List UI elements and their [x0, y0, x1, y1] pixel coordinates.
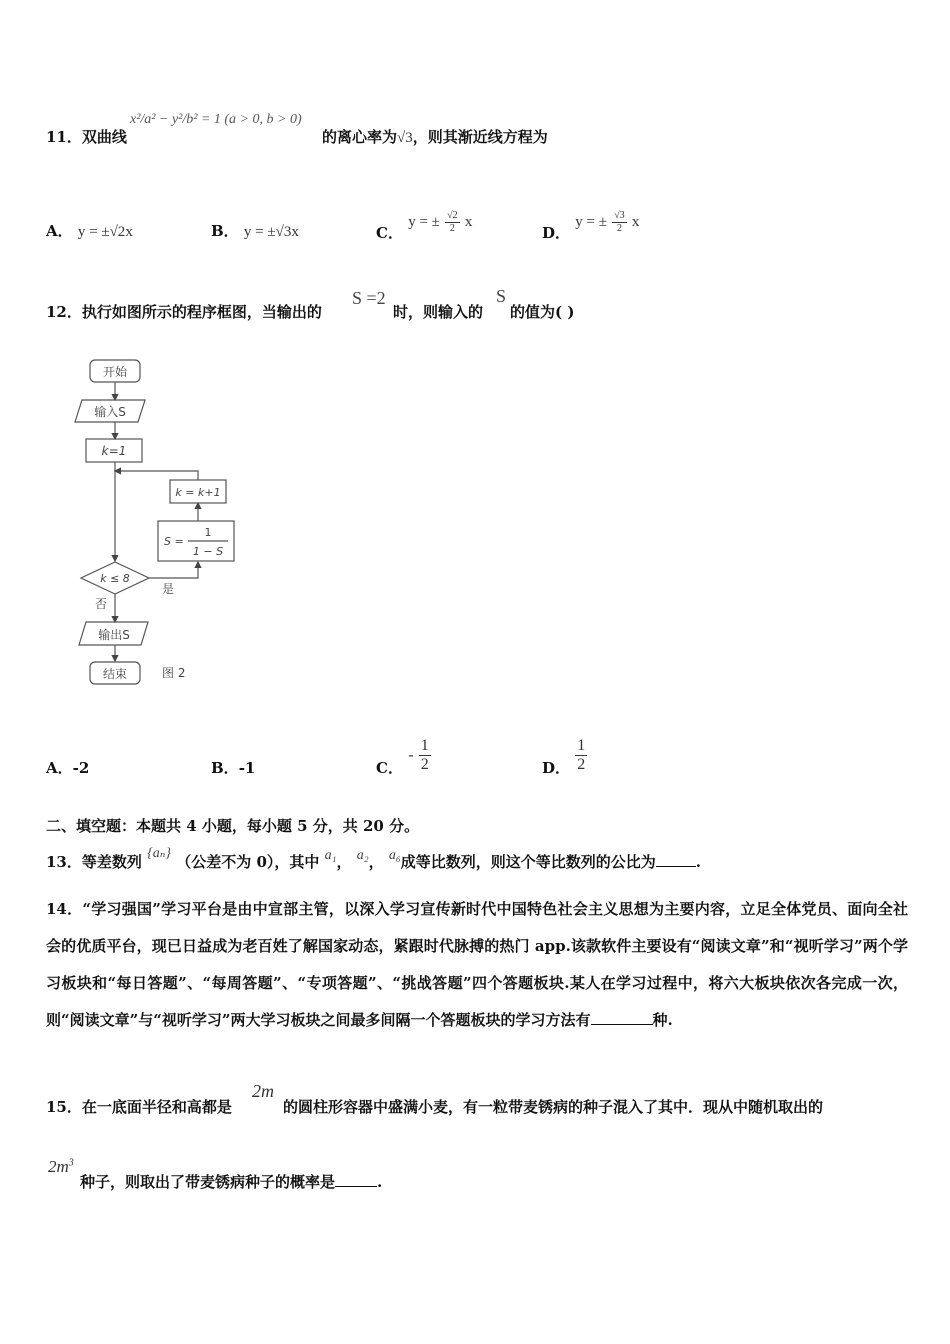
q11-tail: 的离心率为√3，则其渐近线方程为 — [322, 128, 548, 146]
q11-ecc: √3 — [397, 130, 413, 146]
q13-line: 13．等差数列 {aₙ} （公差不为 0），其中 a₁， a₂， a₆成等比数列，则这个等比数列的公比为 . — [46, 846, 702, 871]
q12-option-d: D． $\frac{1}{2}$ — [542, 737, 586, 777]
flowchart-input-label: 输入S — [94, 405, 126, 419]
q12-option-c: C． - $\frac{1}{2}$ — [376, 737, 429, 777]
q14-answer-blank — [591, 1010, 653, 1025]
flowchart-start-label: 开始 — [102, 365, 128, 379]
q13-answer-blank — [656, 852, 696, 867]
q15-volume: $2m^3$ — [48, 1157, 74, 1176]
q14-paragraph: 14．“学习强国”学习平台是由中宣部主管，以深入学习宣传新时代中国特色社会主义思想为主要内容，立足全体党员、面向全社会的优质平台，现已日益成为老百姓了解国家动态，紧跟时代脉搏的热门 app.该款软件主要设有“阅读文章”和“视听学习”两个学习板块和“每日答题”、“每周答题”、“专项答题”、“挑战答题”四个答题板块.某人在学习过程中，将六大板块依次各完成一次，则“阅读文章”与“视听学习”两大学习板块之间最多间隔一个答题板块的学习方法有 种. — [46, 900, 908, 1029]
flowchart-end-label: 结束 — [102, 667, 128, 681]
flowchart-condition-label: k ≤ 8 — [100, 572, 130, 585]
q12-tail: 的值为( ) — [510, 303, 575, 321]
flowchart-output-label: 输出S — [98, 628, 130, 642]
q12-var: S — [496, 286, 507, 306]
q12-option-b: B．-1 — [211, 759, 256, 777]
q11-line — [46, 126, 127, 147]
q11-option-d-fraction: $\frac{√3}{2}$ — [614, 210, 625, 234]
flowchart-no-label: 否 — [95, 597, 108, 611]
q11-option-c: C． y = ± $\frac{√2}{2}$ x — [376, 210, 473, 242]
q13-a1: a₁ — [324, 848, 337, 863]
q12-option-c-fraction: $\frac{1}{2}$ — [420, 737, 429, 773]
q12-cond: S =2 — [352, 288, 386, 308]
q11-option-a: A． y = ±√2x — [46, 222, 133, 240]
q15-line-1: 15．在一底面半径和高都是 — [46, 1098, 232, 1116]
flowchart-update-s-num: 1 — [204, 526, 212, 539]
q15-answer-blank — [335, 1172, 377, 1187]
q13-seq: {aₙ} — [147, 846, 171, 861]
q11-option-d: D． y = ± $\frac{√3}{2}$ x — [542, 210, 640, 242]
q11-option-b: B． y = ±√3x — [211, 222, 299, 240]
q12-line: 12．执行如图所示的程序框图，当输出的 — [46, 303, 322, 321]
q11-formula: x²/a² − y²/b² = 1 (a > 0, b > 0) — [130, 112, 302, 127]
q12-option-a: A．-2 — [46, 759, 90, 777]
q11-lead: 双曲线 — [81, 128, 127, 146]
flowchart-yes-label: 是 — [162, 582, 175, 596]
flowchart-update-k-label: k = k+1 — [175, 486, 221, 499]
flowchart — [70, 350, 270, 700]
flowchart-update-s-den: 1 − S — [192, 545, 224, 558]
q11-number: 11． — [46, 128, 82, 146]
flowchart-init-label: k=1 — [101, 444, 127, 458]
q12-option-d-fraction: $\frac{1}{2}$ — [577, 737, 586, 773]
q15-dim: 2m — [252, 1081, 274, 1101]
q13-a2: a₂ — [356, 848, 369, 863]
q15-tail: 的圆柱形容器中盛满小麦，有一粒带麦锈病的种子混入了其中．现从中随机取出的 — [283, 1098, 824, 1116]
q11-option-c-fraction: $\frac{√2}{2}$ — [447, 210, 458, 234]
q15-line-2: 种子，则取出了带麦锈病种子的概率是 . — [80, 1173, 383, 1191]
section-2-title: 二、填空题：本题共 4 小题，每小题 5 分，共 20 分。 — [46, 817, 420, 835]
flowchart-update-s-left: S = — [164, 535, 184, 548]
flowchart-caption: 图 2 — [162, 666, 186, 680]
q14-text: 14．“学习强国”学习平台是由中宣部主管，以深入学习宣传新时代中国特色社会主义思想为主要内容，立足全体党员、面向全社会的优质平台，现已日益成为老百姓了解国家动态，紧跟时代脉搏的热门 app.该款软件主要设有“阅读文章”和“视听学习”两个学习板块和“每日答题”、“每周答题”、“专项答题”、“挑战答题”四个答题板块.某人在学习过程中，将六大板块依次各完成一次，则“阅读文章”与“视听学习”两大学习板块之间最多间隔一个答题板块的学习方法有 — [46, 900, 908, 1029]
q12-mid: 时，则输入的 — [393, 303, 484, 321]
q13-a6: a₆ — [388, 848, 401, 863]
